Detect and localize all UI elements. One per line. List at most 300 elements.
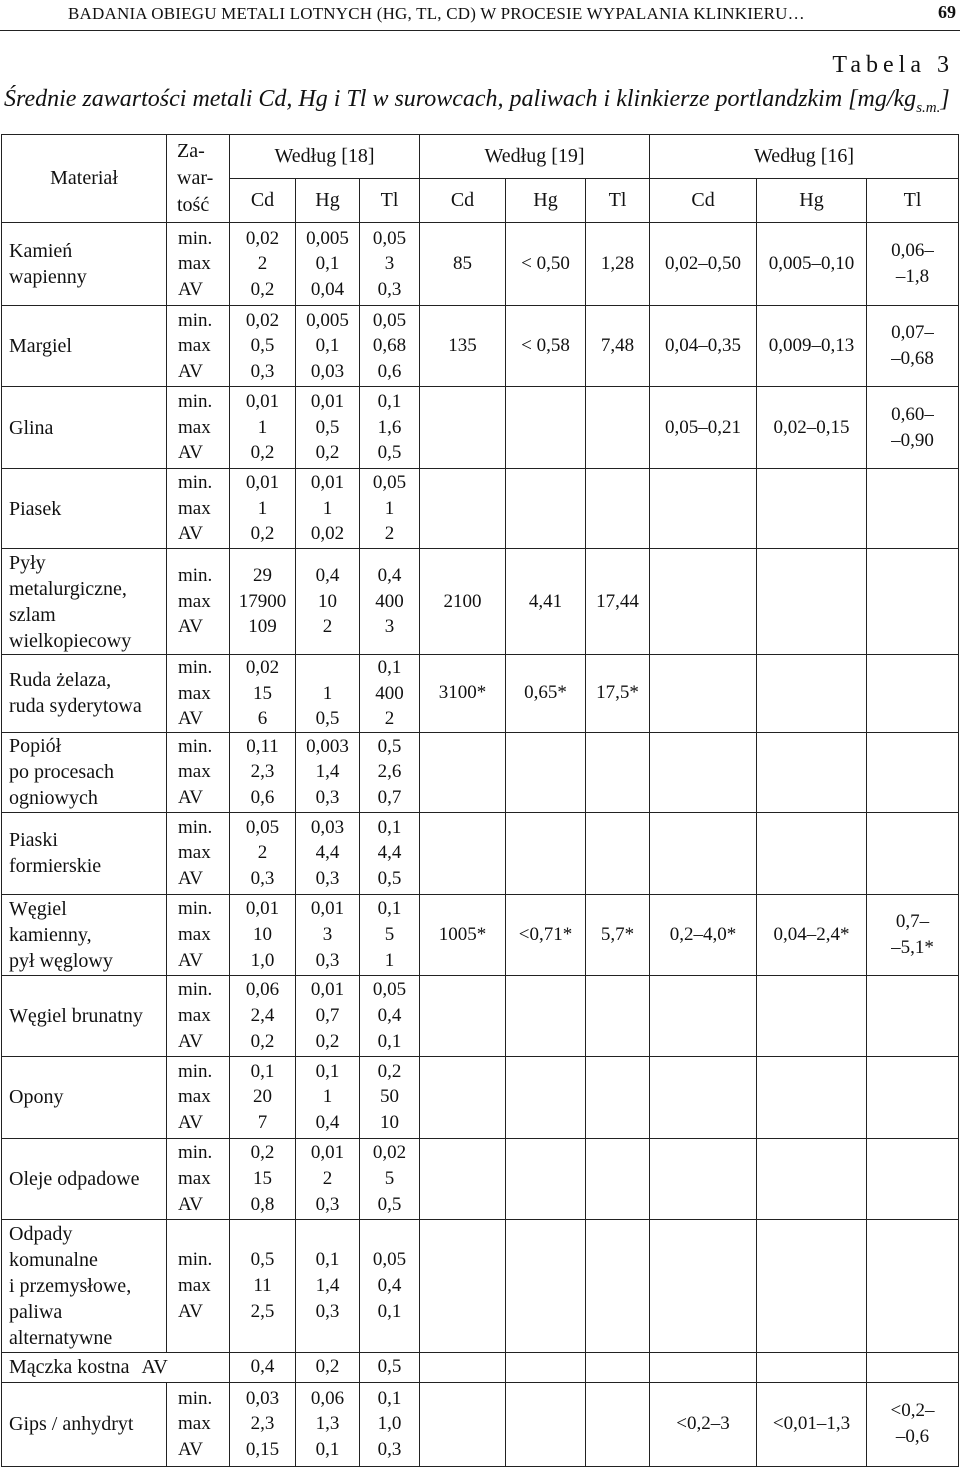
content-type-labels [167, 469, 230, 549]
value-19-cd: 85 [420, 223, 506, 306]
value-19-cd [420, 387, 506, 469]
value-16-hg [757, 975, 867, 1056]
header-tl: Tl [360, 179, 420, 223]
table-label: Tabela 3 [832, 52, 954, 78]
value-19-tl [586, 975, 650, 1056]
value-16-tl [867, 975, 959, 1056]
value-18-hg [296, 1056, 360, 1138]
label-min: min. [178, 391, 213, 413]
cell-value: 0,3 [315, 1193, 340, 1215]
cell-value: 2,4 [250, 1004, 275, 1026]
value-19-tl [586, 1056, 650, 1138]
value-18-tl [360, 1138, 420, 1219]
value-16-cd [650, 655, 757, 733]
value-16-cd: 0,2–4,0* [650, 894, 757, 975]
value-18-hg [296, 812, 360, 894]
table-row [2, 732, 959, 812]
material-name [2, 387, 167, 469]
value-18-cd [230, 894, 296, 975]
cell-value: 0,5 [377, 442, 402, 464]
value-19-hg [506, 812, 586, 894]
value-19-tl [586, 812, 650, 894]
material-line: Margiel [9, 335, 72, 357]
value-16-hg: 0,009–0,13 [757, 306, 867, 387]
header-tl: Tl [586, 179, 650, 223]
value-18-hg [296, 732, 360, 812]
label-av: AV [178, 278, 203, 300]
value-19-tl: 5,7* [586, 894, 650, 975]
label-max: max [178, 923, 211, 945]
value-19-tl [586, 387, 650, 469]
cell-value: 10 [380, 1112, 399, 1134]
cell-value: 109 [248, 616, 277, 638]
value-18-tl [360, 812, 420, 894]
content-type-labels [167, 306, 230, 387]
value-19-hg: 0,65* [506, 655, 586, 733]
label-av: AV [178, 949, 203, 971]
table-row [2, 387, 959, 469]
value-18-tl [360, 469, 420, 549]
table-row [2, 549, 959, 655]
value-19-cd [420, 1138, 506, 1219]
material-line: Odpady [9, 1222, 73, 1245]
value-18-cd [230, 1382, 296, 1466]
value-18-hg [296, 1138, 360, 1219]
cell-value: 0,1 [315, 1439, 340, 1461]
label-min: min. [178, 309, 213, 331]
cell-value: 0,05 [372, 227, 407, 249]
material-line: pył węglowy [9, 949, 113, 972]
header-material: Materiał [2, 135, 167, 223]
cell-value: –0,68 [891, 348, 934, 369]
material-name [2, 306, 167, 387]
empty-cell [757, 1352, 867, 1382]
cell-value: 0,01 [310, 472, 345, 494]
value-16-cd: <0,2–3 [650, 1382, 757, 1466]
label-max: max [178, 1086, 211, 1108]
label-av: AV [178, 1112, 203, 1134]
material-name [2, 1056, 167, 1138]
cell-value: 1,3 [315, 1413, 340, 1435]
value-18-cd [230, 1219, 296, 1352]
value-16-cd [650, 469, 757, 549]
value-19-hg: < 0,50 [506, 223, 586, 306]
value-19-cd: 2100 [420, 549, 506, 655]
cell-value: 0,7 [377, 787, 402, 809]
cell-value: –5,1* [891, 936, 934, 958]
cell-value: 0,1 [315, 1060, 340, 1082]
cell-value: 5 [384, 923, 395, 945]
material-name [2, 1382, 167, 1466]
label-max: max [178, 682, 211, 704]
label-max: max [178, 761, 211, 783]
cell-value: 2 [322, 616, 333, 638]
cell-value: 11 [253, 1274, 272, 1296]
cell-value: 2 [322, 1167, 333, 1189]
value-18-hg [296, 1219, 360, 1352]
cell-value: 0,1 [377, 898, 402, 920]
cell-value: 3 [384, 253, 395, 275]
material-line: formierskie [9, 855, 102, 878]
value-18-cd: 0,4 [230, 1352, 296, 1382]
material-line: ruda syderytowa [9, 695, 142, 718]
value-16-cd [650, 975, 757, 1056]
value-19-tl: 17,5* [586, 655, 650, 733]
label-av: AV [178, 868, 203, 890]
value-16-hg [757, 812, 867, 894]
content-type-labels [167, 975, 230, 1056]
cell-value: 0,5 [315, 708, 340, 730]
content-type-labels [167, 1138, 230, 1219]
value-19-hg [506, 975, 586, 1056]
material-name [2, 549, 167, 655]
value-19-cd [420, 732, 506, 812]
cell-value: 0,8 [250, 1193, 275, 1215]
cell-value: 20 [253, 1086, 272, 1108]
header-hg: Hg [757, 179, 867, 223]
cell-value: 0,4 [315, 565, 340, 587]
value-16-tl [867, 306, 959, 387]
content-type-labels [167, 732, 230, 812]
value-16-hg [757, 549, 867, 655]
value-16-tl [867, 387, 959, 469]
cell-value: 0,2 [377, 1060, 402, 1082]
cell-value: 2 [384, 708, 395, 730]
label-max: max [178, 497, 211, 519]
value-16-cd: 0,04–0,35 [650, 306, 757, 387]
content-type-labels [167, 812, 230, 894]
cell-value: 0,02 [245, 657, 280, 678]
cell-value: 29 [253, 565, 272, 587]
value-19-hg [506, 1138, 586, 1219]
value-19-tl: 17,44 [586, 549, 650, 655]
material-line: wapienny [9, 266, 87, 288]
value-18-tl: 0,5 [360, 1352, 420, 1382]
value-18-cd [230, 387, 296, 469]
content-type-labels [167, 1382, 230, 1466]
cell-value [296, 655, 359, 681]
value-19-cd: 1005* [420, 894, 506, 975]
value-18-cd [230, 655, 296, 733]
cell-value: 0,05 [372, 472, 407, 494]
value-18-hg [296, 975, 360, 1056]
value-19-hg [506, 387, 586, 469]
value-16-hg [757, 1056, 867, 1138]
header-cd: Cd [230, 179, 296, 223]
label-max: max [178, 1167, 211, 1189]
value-18-hg [296, 223, 360, 306]
cell-value: 0,68 [372, 335, 407, 357]
cell-value: 2 [384, 523, 395, 545]
label-min: min. [178, 979, 213, 1001]
cell-value: 10 [253, 923, 272, 945]
content-type-labels [167, 1056, 230, 1138]
material-name [2, 469, 167, 549]
table-row [2, 1138, 959, 1219]
header-cd: Cd [420, 179, 506, 223]
cell-value: 0,4 [377, 565, 402, 587]
empty-cell [867, 1352, 959, 1382]
material-line: metalurgiczne, [9, 577, 127, 600]
value-16-hg [757, 469, 867, 549]
table-row [2, 306, 959, 387]
label-min: min. [178, 1142, 213, 1164]
table-row [2, 1382, 959, 1466]
material-name [2, 975, 167, 1056]
material-line: Węgiel brunatny [9, 1004, 143, 1027]
header-content: Za- war- tość [167, 135, 230, 223]
material-line: Kamień [9, 240, 73, 262]
cell-value: 0,5 [250, 335, 275, 357]
value-16-hg [757, 655, 867, 733]
value-18-hg [296, 894, 360, 975]
cell-value: 0,02 [310, 523, 345, 545]
label-av: AV [178, 1030, 203, 1052]
cell-value: 0,01 [245, 472, 280, 494]
value-18-cd [230, 732, 296, 812]
cell-value: 17900 [238, 590, 287, 612]
label-min: min. [178, 657, 213, 678]
material-line: Oleje odpadowe [9, 1167, 140, 1190]
header-tl: Tl [867, 179, 959, 223]
label-min: min. [178, 1387, 213, 1409]
cell-value: 4,4 [377, 842, 402, 864]
label-max: max [178, 1274, 211, 1296]
table-row [2, 1056, 959, 1138]
value-19-hg [506, 469, 586, 549]
value-18-cd [230, 1056, 296, 1138]
value-16-tl [867, 469, 959, 549]
value-18-hg [296, 549, 360, 655]
label-av: AV [141, 1356, 168, 1379]
cell-value: 0,2 [250, 523, 275, 545]
value-18-tl [360, 387, 420, 469]
value-16-tl [867, 812, 959, 894]
cell-value: 0,03 [310, 360, 345, 382]
label-av: AV [178, 1300, 203, 1322]
cell-value: 2 [257, 253, 268, 275]
value-16-cd: 0,02–0,50 [650, 223, 757, 306]
table-row [2, 223, 959, 306]
content-type-labels [167, 1219, 230, 1352]
material-line: i przemysłowe, [9, 1274, 132, 1297]
cell-value: 0,1 [377, 1300, 402, 1322]
material-name [2, 812, 167, 894]
cell-value: 2,3 [250, 761, 275, 783]
cell-value: 0,01 [310, 1142, 345, 1164]
empty-cell [586, 1382, 650, 1466]
cell-value: 15 [253, 1167, 272, 1189]
cell-value: 2 [257, 842, 268, 864]
empty-cell [586, 1352, 650, 1382]
label-max: max [178, 1413, 211, 1435]
cell-value: 1,4 [315, 761, 340, 783]
value-19-tl: 1,28 [586, 223, 650, 306]
value-18-cd [230, 975, 296, 1056]
value-19-tl [586, 1138, 650, 1219]
cell-value: <0,2– [890, 1400, 935, 1422]
value-16-cd [650, 549, 757, 655]
cell-value: 0,1 [377, 816, 402, 838]
value-18-hg [296, 655, 360, 733]
cell-value: 0,04 [310, 278, 345, 300]
value-18-tl [360, 1219, 420, 1352]
cell-value: –0,90 [891, 429, 934, 451]
material-line: Gips / anhydryt [9, 1413, 134, 1436]
cell-value: 0,3 [315, 949, 340, 971]
value-19-cd [420, 975, 506, 1056]
value-18-cd [230, 306, 296, 387]
value-18-cd [230, 1138, 296, 1219]
table-row [2, 812, 959, 894]
cell-value: 0,03 [245, 1387, 280, 1409]
cell-value: 0,1 [315, 1249, 340, 1271]
value-16-cd [650, 1138, 757, 1219]
table-row [2, 975, 959, 1056]
empty-cell [506, 1382, 586, 1466]
label-max: max [178, 416, 211, 438]
label-av: AV [178, 787, 203, 809]
material-name [2, 1138, 167, 1219]
cell-value: 0,05 [372, 309, 407, 331]
material-line: szlam [9, 603, 56, 626]
value-18-tl [360, 894, 420, 975]
header-wedlug-18: Według [18] [230, 135, 420, 179]
cell-value: 0,07– [891, 322, 934, 343]
table-row [2, 894, 959, 975]
cell-value: 0,3 [315, 868, 340, 890]
label-min: min. [178, 472, 213, 494]
header-wedlug-19: Według [19] [420, 135, 650, 179]
value-19-cd: 135 [420, 306, 506, 387]
cell-value: 0,2 [250, 1030, 275, 1052]
cell-value: 0,7 [315, 1004, 340, 1026]
material-line: paliwa [9, 1300, 63, 1323]
label-min: min. [178, 735, 213, 757]
cell-value: 5 [384, 1167, 395, 1189]
cell-value: 0,4 [315, 1112, 340, 1134]
cell-value: 1 [322, 1086, 333, 1108]
cell-value: 6 [257, 708, 268, 730]
table-row [2, 655, 959, 733]
cell-value: 0,1 [377, 1387, 402, 1409]
cell-value: 0,6 [250, 787, 275, 809]
material-line: wielkopiecowy [9, 629, 132, 652]
cell-value: 1,6 [377, 416, 402, 438]
running-title: BADANIA OBIEGU METALI LOTNYCH (HG, TL, CD) W PROCESIE WYPALANIA KLINKIERU… [68, 4, 805, 23]
value-16-cd: 0,05–0,21 [650, 387, 757, 469]
cell-value: 1 [322, 497, 333, 519]
content-type-labels [167, 894, 230, 975]
material-line: Węgiel [9, 897, 67, 920]
value-16-tl [867, 1056, 959, 1138]
content-type-labels [167, 387, 230, 469]
cell-value: 1,0 [377, 1413, 402, 1435]
cell-value: 0,1 [377, 657, 402, 678]
value-19-cd [420, 1056, 506, 1138]
value-19-tl: 7,48 [586, 306, 650, 387]
material-line: ogniowych [9, 787, 98, 810]
cell-value: 1 [322, 682, 333, 704]
value-18-tl [360, 223, 420, 306]
material-line: Popiół [9, 735, 62, 758]
cell-value: 400 [375, 682, 404, 704]
cell-value: –0,6 [895, 1426, 930, 1448]
value-19-tl [586, 732, 650, 812]
value-18-hg [296, 1382, 360, 1466]
value-18-cd [230, 223, 296, 306]
material-line: Opony [9, 1086, 64, 1109]
label-av: AV [178, 708, 203, 730]
value-16-hg [757, 1219, 867, 1352]
label-max: max [178, 842, 211, 864]
table-row [2, 1352, 959, 1382]
material-line: Ruda żelaza, [9, 669, 112, 692]
value-16-cd [650, 812, 757, 894]
cell-value: 0,4 [377, 1004, 402, 1026]
material-line: Glina [9, 416, 54, 439]
label-min: min. [178, 227, 213, 249]
cell-value: 400 [375, 590, 404, 612]
cell-value: 0,02 [245, 309, 280, 331]
value-16-hg [757, 1138, 867, 1219]
empty-cell [420, 1382, 506, 1466]
value-18-hg [296, 306, 360, 387]
value-19-cd [420, 1219, 506, 1352]
cell-value: 0,05 [372, 1249, 407, 1271]
value-19-tl [586, 469, 650, 549]
cell-value: 0,01 [245, 898, 280, 920]
label-av: AV [178, 1439, 203, 1461]
cell-value: 0,2 [250, 278, 275, 300]
cell-value: 0,06– [891, 240, 934, 261]
value-16-tl [867, 894, 959, 975]
cell-value: 0,01 [310, 979, 345, 1001]
value-18-cd [230, 812, 296, 894]
value-16-hg: 0,02–0,15 [757, 387, 867, 469]
value-18-hg [296, 387, 360, 469]
value-16-hg: 0,005–0,10 [757, 223, 867, 306]
cell-value: 0,05 [245, 816, 280, 838]
cell-value: 0,3 [315, 1300, 340, 1322]
value-18-tl [360, 549, 420, 655]
value-16-hg: 0,04–2,4* [757, 894, 867, 975]
cell-value: 0,2 [250, 1142, 275, 1164]
cell-value: 0,5 [315, 416, 340, 438]
material-name [2, 223, 167, 306]
label-max: max [178, 253, 211, 275]
value-18-tl [360, 306, 420, 387]
cell-value: 0,06 [310, 1387, 345, 1409]
table-caption: Średnie zawartości metali Cd, Hg i Tl w surowcach, paliwach i klinkierze portlandzkim $[mg/kg_{s.m.}]$ [4, 86, 950, 116]
cell-value: 0,1 [377, 1030, 402, 1052]
header-cd: Cd [650, 179, 757, 223]
cell-value: 0,2 [250, 442, 275, 464]
value-19-hg [506, 1219, 586, 1352]
cell-value: 0,3 [250, 360, 275, 382]
value-18-tl [360, 1056, 420, 1138]
cell-value: 0,06 [245, 979, 280, 1001]
cell-value: 1,0 [250, 949, 275, 971]
cell-value: 0,5 [377, 868, 402, 890]
cell-value: 15 [253, 682, 272, 704]
cell-value: 3 [384, 616, 395, 638]
cell-value: 0,4 [377, 1274, 402, 1296]
value-16-hg [757, 732, 867, 812]
cell-value: 0,1 [250, 1060, 275, 1082]
cell-value: 0,01 [245, 391, 280, 413]
material-name [2, 1352, 230, 1382]
